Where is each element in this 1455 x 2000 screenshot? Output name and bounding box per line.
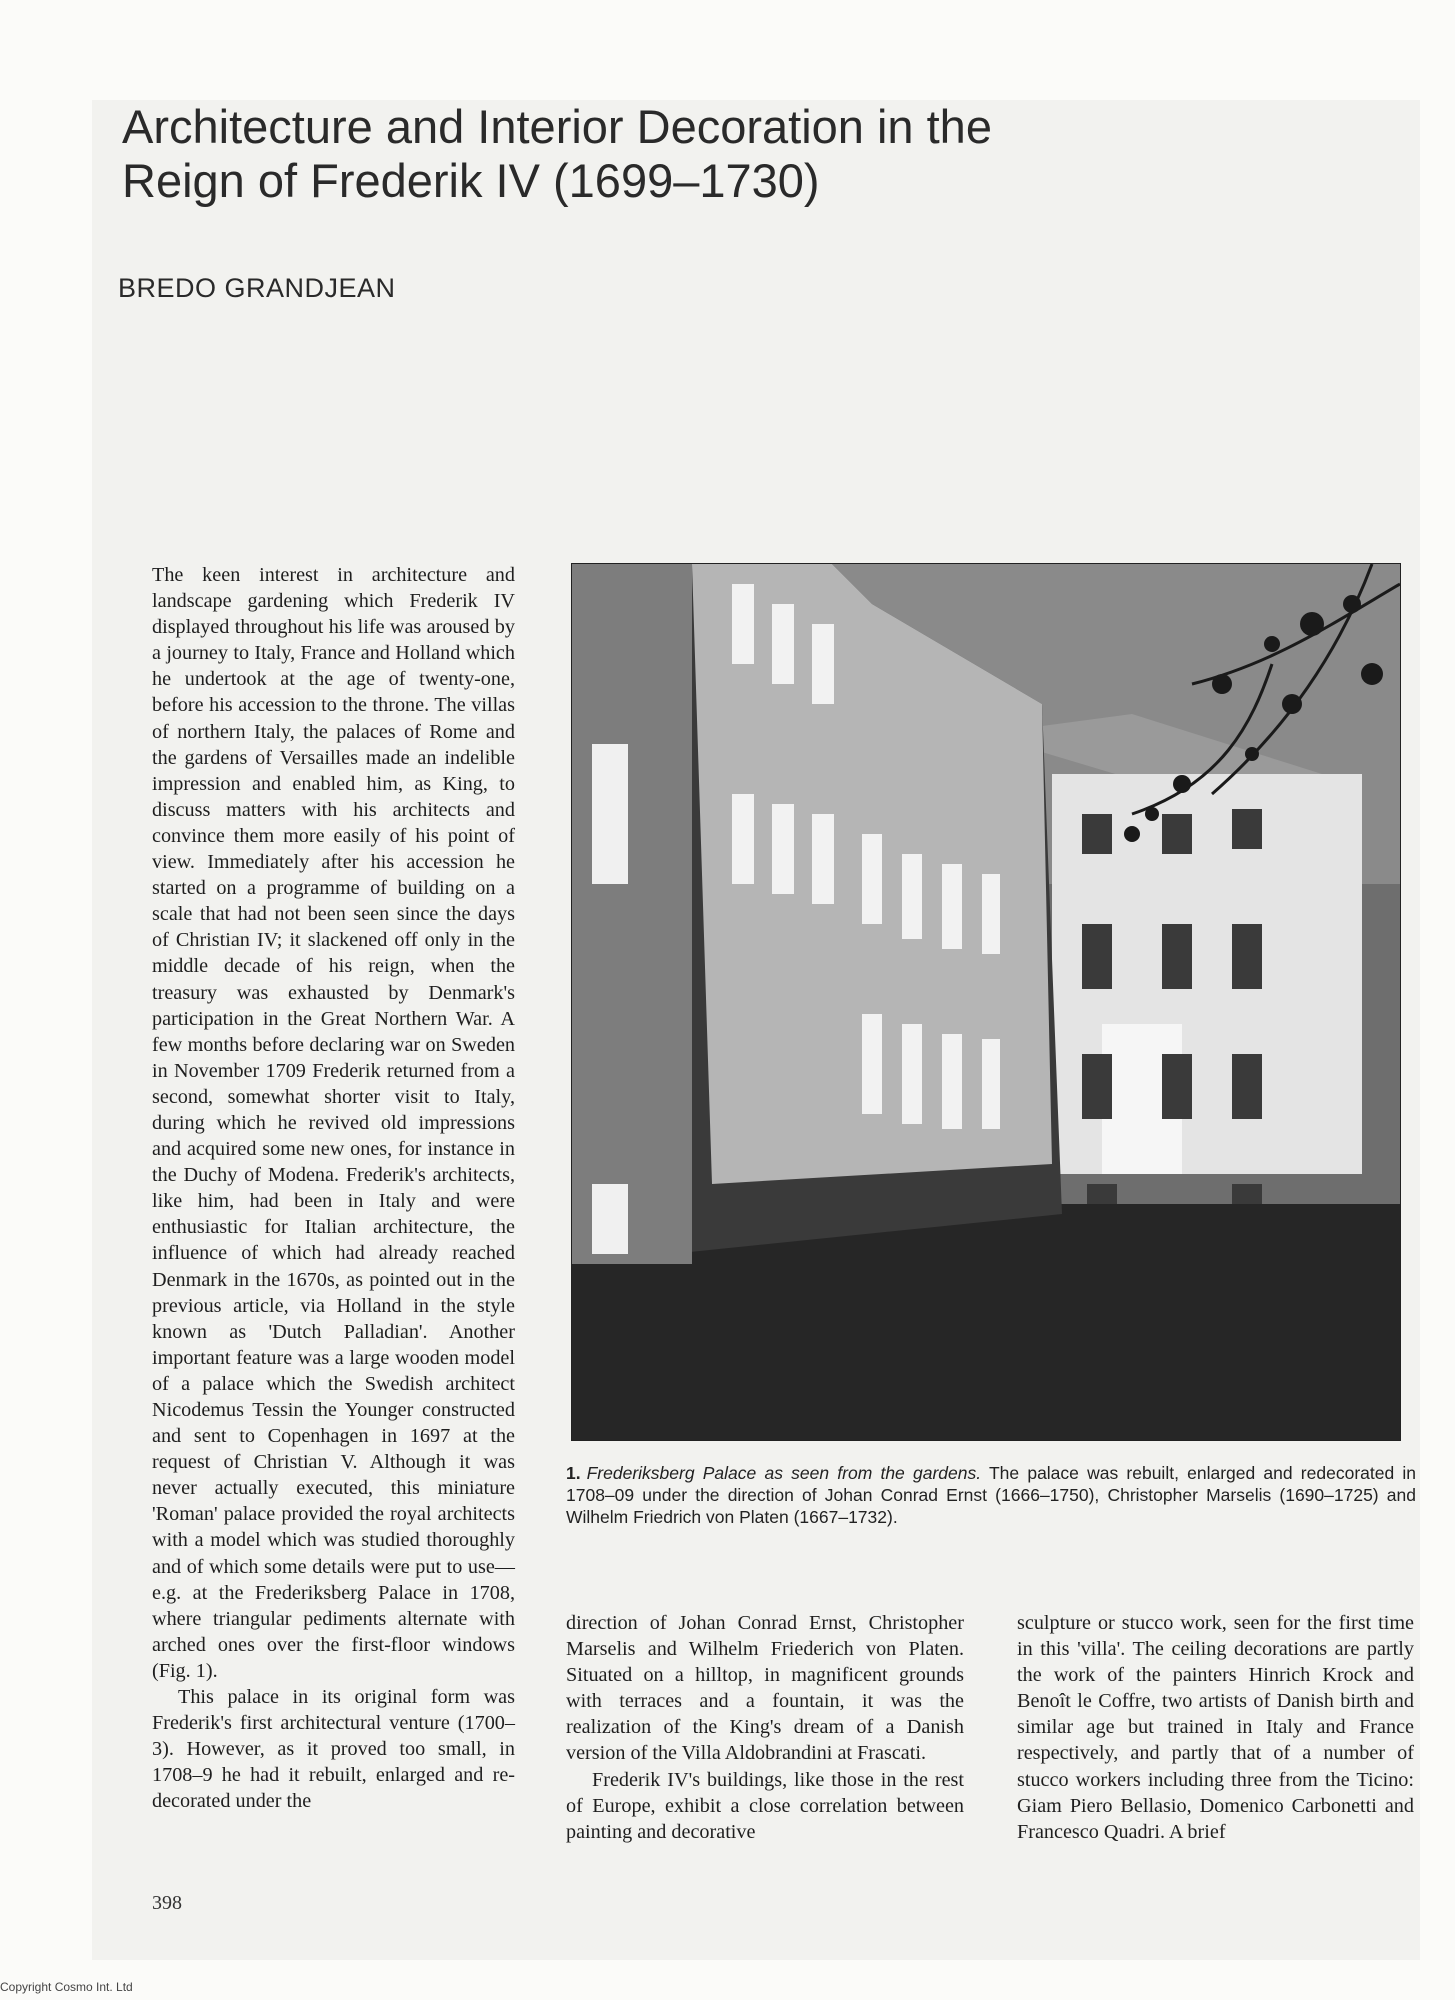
figure-caption-text: The palace was rebuilt, enlarged and redecorated in 1708–09 under the direction of Johan Conrad Ernst (1666–1750), Christopher Marselis (1690–1725) and Wilhelm Friedrich von Platen (1667–1732).: [566, 1463, 1417, 1527]
text-column-2: [566, 1610, 964, 1845]
text-column-1: [152, 562, 515, 1815]
copyright-footer: Copyright Cosmo Int. Ltd: [0, 1980, 133, 1994]
title-line-2: Reign of Frederik IV (1699–1730): [122, 154, 820, 207]
article-title: [122, 100, 1122, 208]
page-number: 398: [152, 1892, 182, 1914]
column-3-paragraph-1: sculpture or stucco work, seen for the first time in this 'villa'. The ceiling decorations are partly the work of the painters Hinrich Krock and Benoît le Coffre, two artists of Danish birth and similar age but trained in Italy and France respectively, and partly that of a number of stucco workers including three from the Ticino: Giam Piero Bellasio, Domenico Carbonetti and Francesco Quadri. A brief: [1017, 1612, 1414, 1843]
column-2-paragraph-2: Frederik IV's buildings, like those in the rest of Europe, exhibit a close correlation between painting and decorative: [566, 1768, 964, 1843]
author-name: BREDO GRANDJEAN: [118, 273, 396, 303]
palace-illustration: [572, 564, 1400, 1440]
figure-number: 1.: [566, 1463, 581, 1483]
column-1-paragraph-2: This palace in its original form was Frederik's first architectural venture (1700–3). However, as it proved too small, in 1708–9 he had it rebuilt, enlarged and re-decorated under the: [152, 1686, 515, 1813]
figure-title: Frederiksberg Palace as seen from the gardens.: [586, 1463, 982, 1483]
figure-caption: [566, 1462, 1416, 1528]
text-column-3: [1017, 1610, 1414, 1845]
column-1-paragraph-1: The keen interest in architecture and landscape gardening which Frederik IV displayed throughout his life was aroused by a journey to Italy, France and Holland which he undertook at the age of twenty-one, before his accession to the throne. The villas of northern Italy, the palaces of Rome and the gardens of Versailles made an indelible impression and enabled him, as King, to discuss matters with his architects and convince them more easily of his point of view. Immediately after his accession he started on a programme of building on a scale that had not been seen since the days of Christian IV; it slackened off only in the middle decade of his reign, when the treasury was exhausted by Denmark's participation in the Great Northern War. A few months before declaring war on Sweden in November 1709 Frederik returned from a second, somewhat shorter visit to Italy, during which he revived old impressions and acquired some new ones, for instance in the Duchy of Modena. Frederik's architects, like him, had been in Italy and were enthusiastic for Italian architecture, the influence of which had already reached Denmark in the 1670s, as pointed out in the previous article, via Holland in the style known as 'Dutch Palladian'. Another important feature was a large wooden model of a palace which the Swedish architect Nicodemus Tessin the Younger constructed and sent to Copenhagen in 1697 at the request of Christian V. Although it was never actually executed, this miniature 'Roman' palace provided the royal architects with a model which was studied thoroughly and of which some details were put to use—e.g. at the Frederiksberg Palace in 1708, where triangular pediments alternate with arched ones over the first-floor windows (Fig. 1).: [152, 564, 515, 1682]
palace-photograph: [571, 563, 1401, 1441]
title-line-1: Architecture and Interior Decoration in the: [122, 100, 992, 153]
column-2-paragraph-1: direction of Johan Conrad Ernst, Christopher Marselis and Wilhelm Friederich von Platen. Situated on a hilltop, in magnificent grounds with terraces and a fountain, it was the realization of the King's dream of a Danish version of the Villa Aldobrandini at Frascati.: [566, 1612, 964, 1765]
